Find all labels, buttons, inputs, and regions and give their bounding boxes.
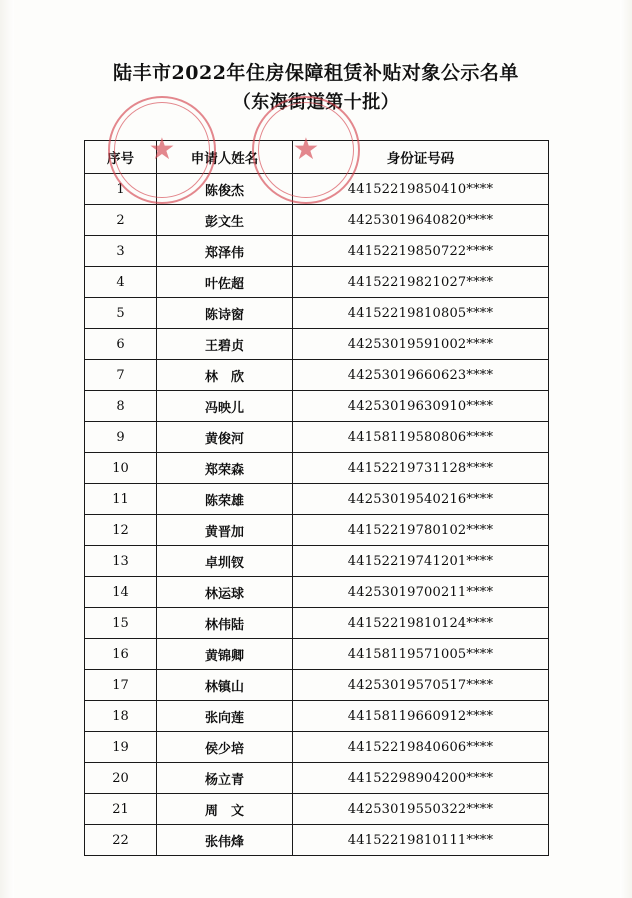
table-row <box>85 825 549 856</box>
table-row <box>85 546 549 577</box>
cell-index: 16 <box>85 639 157 670</box>
column-header-index: 序号 <box>85 141 157 174</box>
cell-index: 13 <box>85 546 157 577</box>
cell-id: 44152219821027**** <box>293 267 549 298</box>
cell-name: 黄锦卿 <box>157 639 293 670</box>
table-row <box>85 639 549 670</box>
cell-index: 11 <box>85 484 157 515</box>
table-row <box>85 732 549 763</box>
cell-id: 44152219780102**** <box>293 515 549 546</box>
cell-index: 9 <box>85 422 157 453</box>
cell-name: 林 欣 <box>157 360 293 391</box>
table-header-row <box>85 141 549 174</box>
cell-index: 7 <box>85 360 157 391</box>
cell-index: 2 <box>85 205 157 236</box>
table-row <box>85 360 549 391</box>
cell-index: 21 <box>85 794 157 825</box>
cell-name: 杨立青 <box>157 763 293 794</box>
cell-name: 冯映儿 <box>157 391 293 422</box>
cell-name: 郑泽伟 <box>157 236 293 267</box>
table-row <box>85 515 549 546</box>
cell-name: 陈诗窗 <box>157 298 293 329</box>
cell-name: 侯少培 <box>157 732 293 763</box>
table-row <box>85 701 549 732</box>
cell-name: 张伟烽 <box>157 825 293 856</box>
table-row <box>85 608 549 639</box>
cell-id: 44152219741201**** <box>293 546 549 577</box>
document-title-block <box>0 58 632 118</box>
table-row <box>85 267 549 298</box>
table-row <box>85 329 549 360</box>
table-row <box>85 453 549 484</box>
cell-index: 19 <box>85 732 157 763</box>
cell-index: 20 <box>85 763 157 794</box>
table-row <box>85 236 549 267</box>
cell-index: 5 <box>85 298 157 329</box>
cell-id: 44158119660912**** <box>293 701 549 732</box>
cell-name: 周 文 <box>157 794 293 825</box>
table-row <box>85 670 549 701</box>
cell-name: 黄晋加 <box>157 515 293 546</box>
cell-index: 8 <box>85 391 157 422</box>
table-row <box>85 174 549 205</box>
official-seal-icon: ★ <box>108 96 216 204</box>
cell-name: 陈荣雄 <box>157 484 293 515</box>
cell-name: 林运球 <box>157 577 293 608</box>
cell-index: 1 <box>85 174 157 205</box>
cell-id: 44152219850722**** <box>293 236 549 267</box>
cell-index: 6 <box>85 329 157 360</box>
scan-edge-right <box>620 0 632 898</box>
cell-id: 44152219731128**** <box>293 453 549 484</box>
cell-index: 10 <box>85 453 157 484</box>
cell-id: 44253019540216**** <box>293 484 549 515</box>
applicant-table <box>84 140 549 856</box>
column-header-id: 身份证号码 <box>293 141 549 174</box>
cell-name: 黄俊河 <box>157 422 293 453</box>
cell-id: 44253019591002**** <box>293 329 549 360</box>
cell-name: 张向莲 <box>157 701 293 732</box>
cell-name: 林镇山 <box>157 670 293 701</box>
table-row <box>85 794 549 825</box>
cell-id: 44152219810111**** <box>293 825 549 856</box>
cell-name: 林伟陆 <box>157 608 293 639</box>
cell-id: 44152219850410**** <box>293 174 549 205</box>
cell-index: 15 <box>85 608 157 639</box>
cell-id: 44158119571005**** <box>293 639 549 670</box>
cell-index: 22 <box>85 825 157 856</box>
table-row <box>85 763 549 794</box>
cell-id: 44253019660623**** <box>293 360 549 391</box>
official-seal-icon: ★ <box>252 96 360 204</box>
cell-id: 44253019640820**** <box>293 205 549 236</box>
cell-index: 17 <box>85 670 157 701</box>
cell-name: 王碧贞 <box>157 329 293 360</box>
cell-name: 叶佐超 <box>157 267 293 298</box>
cell-id: 44152219810124**** <box>293 608 549 639</box>
column-header-name: 申请人姓名 <box>157 141 293 174</box>
table-row <box>85 484 549 515</box>
scan-edge-left <box>0 0 14 898</box>
cell-name: 陈俊杰 <box>157 174 293 205</box>
cell-id: 44253019550322**** <box>293 794 549 825</box>
cell-id: 44253019630910**** <box>293 391 549 422</box>
table-row <box>85 391 549 422</box>
cell-id: 44253019700211**** <box>293 577 549 608</box>
cell-id: 44152219810805**** <box>293 298 549 329</box>
cell-index: 12 <box>85 515 157 546</box>
cell-index: 18 <box>85 701 157 732</box>
table-row <box>85 205 549 236</box>
cell-name: 彭文生 <box>157 205 293 236</box>
cell-index: 14 <box>85 577 157 608</box>
cell-id: 44152219840606**** <box>293 732 549 763</box>
cell-index: 3 <box>85 236 157 267</box>
cell-name: 郑荣森 <box>157 453 293 484</box>
table-row <box>85 422 549 453</box>
page-title: 陆丰市2022年住房保障租赁补贴对象公示名单 <box>113 62 519 84</box>
table-row <box>85 577 549 608</box>
table-row <box>85 298 549 329</box>
cell-index: 4 <box>85 267 157 298</box>
cell-id: 44158119580806**** <box>293 422 549 453</box>
page-subtitle: （东海街道第十批） <box>232 92 400 113</box>
cell-id: 44253019570517**** <box>293 670 549 701</box>
cell-id: 44152298904200**** <box>293 763 549 794</box>
cell-name: 卓圳钗 <box>157 546 293 577</box>
